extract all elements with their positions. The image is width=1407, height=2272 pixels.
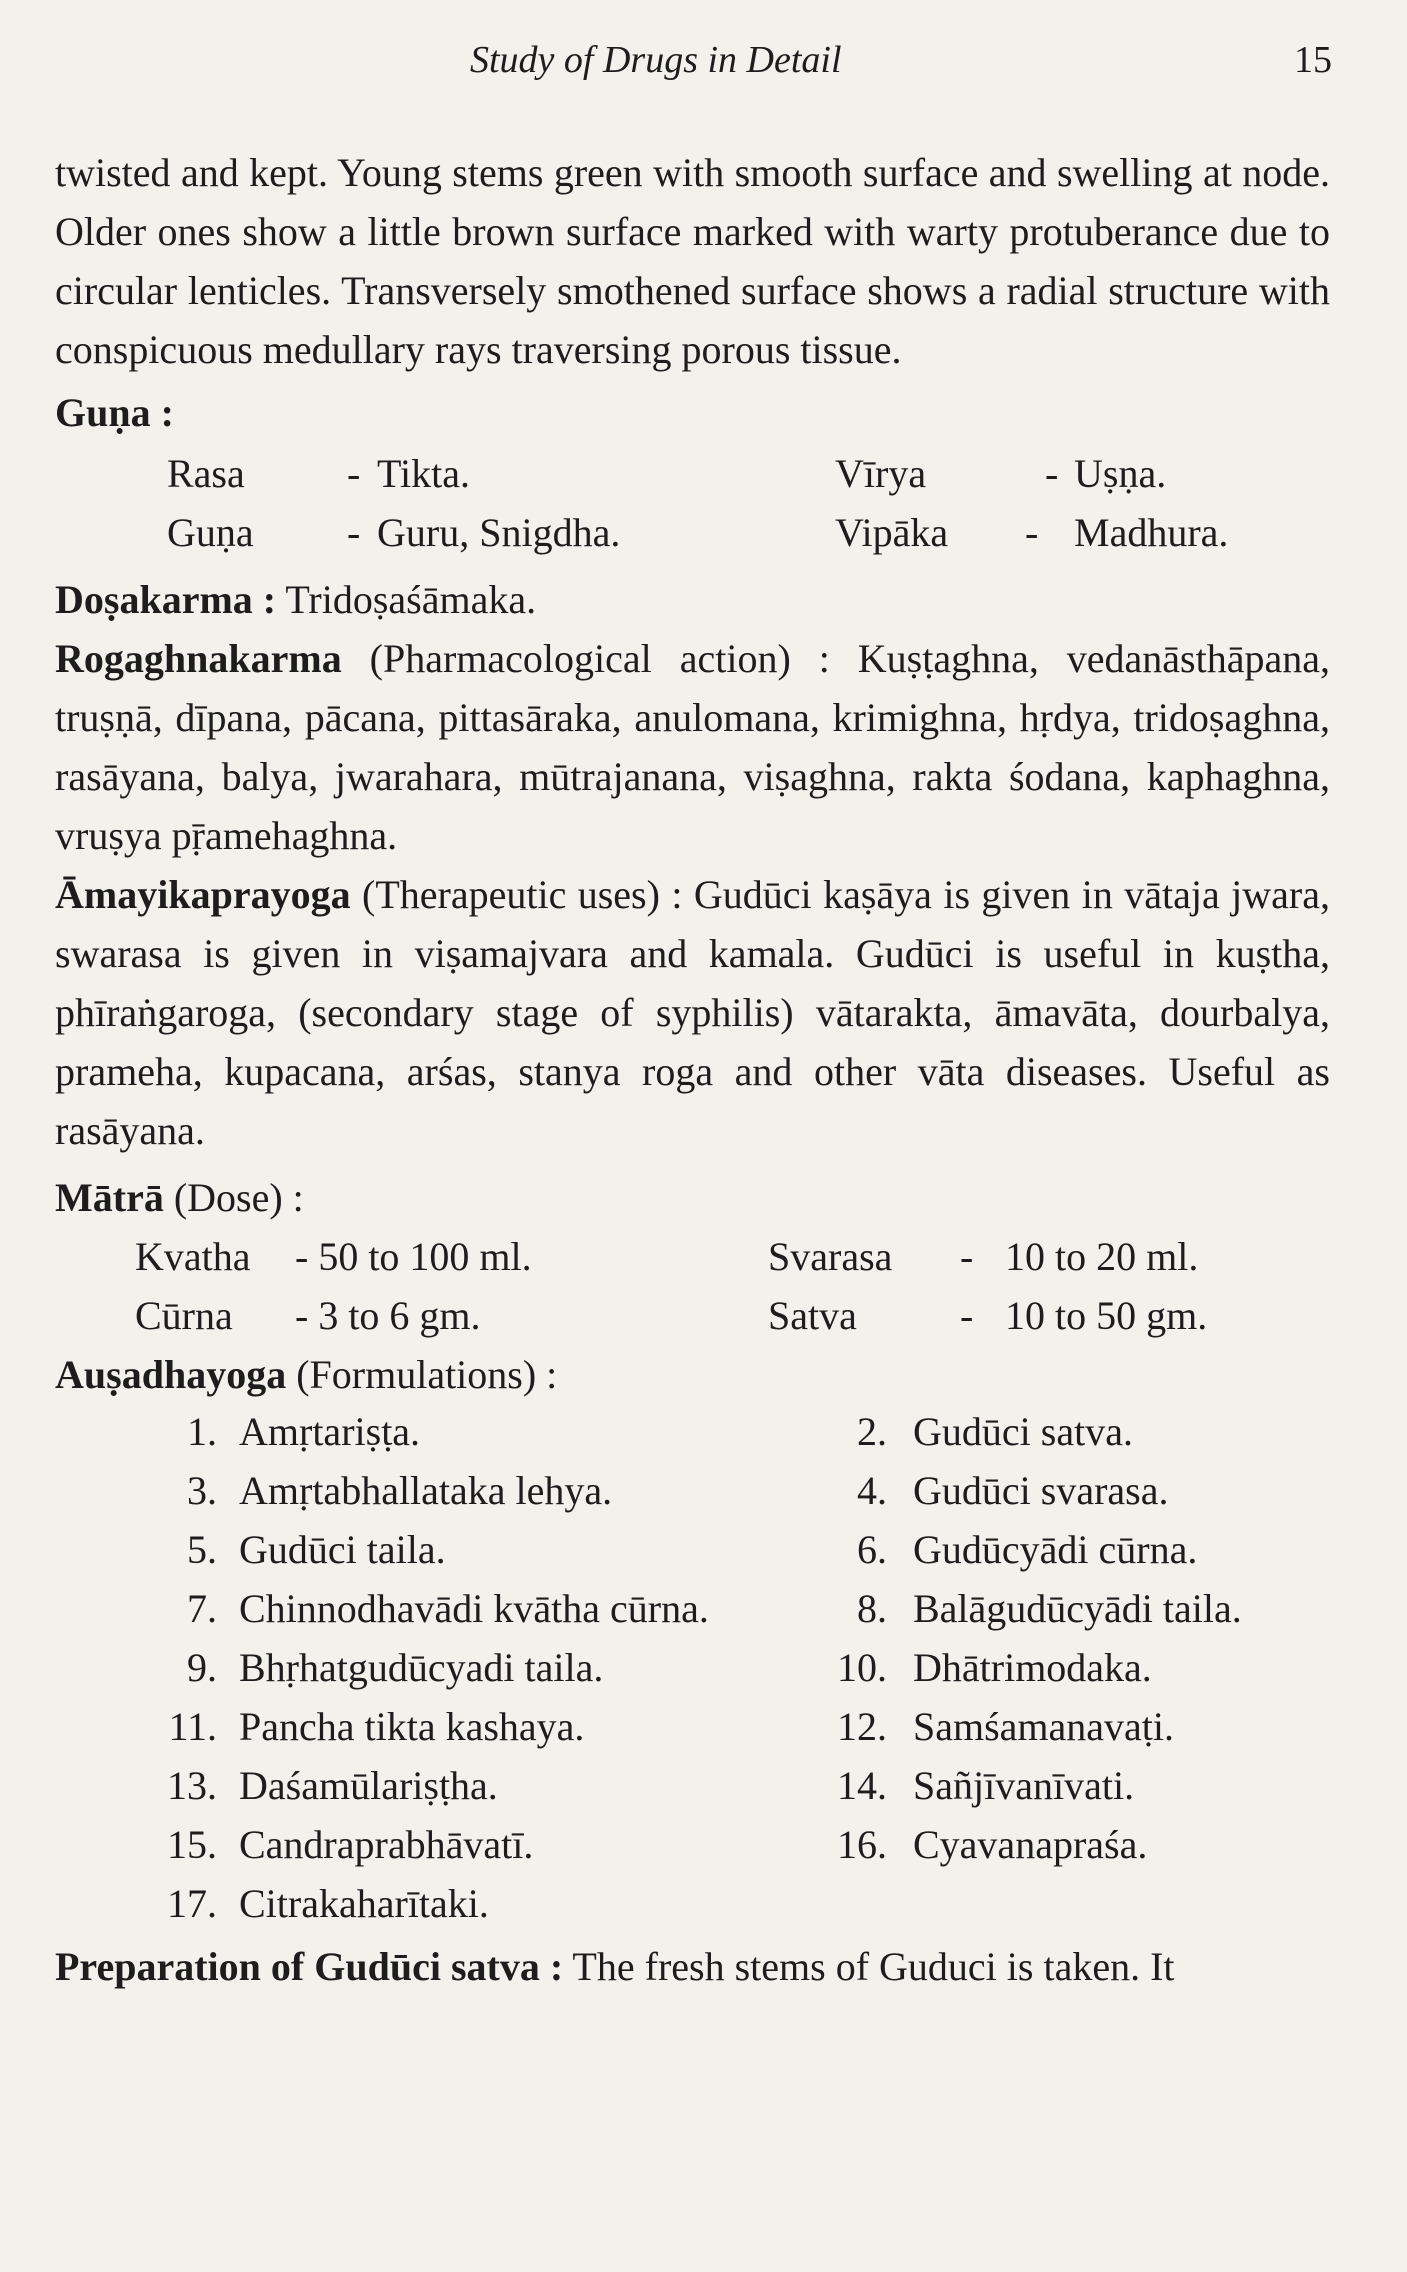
formulation-number: 1. xyxy=(187,1409,217,1454)
guna-value: Tikta. xyxy=(377,451,471,496)
formulation-number: 9. xyxy=(187,1645,217,1690)
matra-dash: - xyxy=(960,1234,974,1279)
formulation-number: 14. xyxy=(837,1763,887,1808)
intro-paragraph: twisted and kept. Young stems green with smooth surface and swelling at node. Older ones show a little brown surface marked with warty protuberance due to circular lenticles. Transversely smothened surface shows a radial structure with conspicuous medullary rays traversing porous tissue. xyxy=(55,150,1330,372)
formulation-name: Gudūci taila. xyxy=(239,1527,446,1572)
preparation-line xyxy=(55,1937,1330,1996)
matra-key: Satva xyxy=(768,1293,857,1338)
formulation-name: Citrakaharītaki. xyxy=(239,1881,489,1926)
page-header xyxy=(55,38,1330,88)
matra-value: - 50 to 100 ml. xyxy=(295,1234,532,1279)
guna-value: Madhura. xyxy=(1074,510,1229,555)
book-page xyxy=(55,0,1330,2272)
formulation-number: 3. xyxy=(187,1468,217,1513)
rogaghnakarma-text: (Pharmacological action) : Kuṣṭaghna, vedanāsthāpana, truṣṇā, dīpana, pācana, pittasāraka, anulomana, krimighna, hṛdya, tridoṣaghna, rasāyana, balya, jwarahara, mūtrajanana, viṣaghna, rakta śodana, kaphaghna, vruṣya pṝamehaghna. xyxy=(55,636,1330,858)
amayikaprayoga-text: (Therapeutic uses) : Gudūci kaṣāya is given in vātaja jwara, swarasa is given in viṣamajvara and kamala. Gudūci is useful in kuṣtha, phīraṅgaroga, (secondary stage of syphilis) vātarakta, āmavāta, dourbalya, prameha, kupacana, arśas, stanya roga and other vāta diseases. Useful as rasāyana. xyxy=(55,872,1330,1153)
formulation-number: 4. xyxy=(857,1468,887,1513)
matra-key: Cūrna xyxy=(135,1293,233,1338)
matra-key: Kvatha xyxy=(135,1234,251,1279)
guna-dash: - xyxy=(347,451,361,496)
guna-heading: Guṇa : xyxy=(55,390,174,435)
guna-table xyxy=(55,444,1330,562)
formulation-number: 11. xyxy=(168,1704,217,1749)
formulation-row xyxy=(55,1520,1330,1579)
running-title: Study of Drugs in Detail xyxy=(470,39,842,81)
dosakarma-text: Tridoṣaśāmaka. xyxy=(276,577,537,622)
formulation-name: Candraprabhāvatī. xyxy=(239,1822,534,1867)
formulation-row xyxy=(55,1638,1330,1697)
matra-row xyxy=(55,1227,1330,1286)
formulation-number: 15. xyxy=(167,1822,217,1867)
amayikaprayoga-label: Āmayikaprayoga xyxy=(55,872,351,917)
formulation-number: 13. xyxy=(167,1763,217,1808)
matra-value: 10 to 50 gm. xyxy=(1005,1293,1208,1338)
formulation-row xyxy=(55,1579,1330,1638)
rogaghnakarma-paragraph xyxy=(55,629,1330,865)
matra-table xyxy=(55,1227,1330,1345)
formulation-name: Dhātrimodaka. xyxy=(913,1645,1152,1690)
matra-value: - 3 to 6 gm. xyxy=(295,1293,481,1338)
guna-value: Uṣṇa. xyxy=(1074,451,1167,496)
formulation-name: Balāgudūcyādi taila. xyxy=(913,1586,1242,1631)
matra-value: 10 to 20 ml. xyxy=(1005,1234,1199,1279)
formulation-name: Samśamanavaṭi. xyxy=(913,1704,1175,1749)
dosakarma-label: Doṣakarma : xyxy=(55,577,277,622)
formulation-name: Chinnodhavādi kvātha cūrna. xyxy=(239,1586,709,1631)
matra-suffix: (Dose) : xyxy=(163,1175,304,1220)
guna-row xyxy=(55,503,1330,562)
formulation-row xyxy=(55,1402,1330,1461)
formulation-name: Gudūci satva. xyxy=(913,1409,1133,1454)
formulation-number: 5. xyxy=(187,1527,217,1572)
formulation-row xyxy=(55,1815,1330,1874)
matra-dash: - xyxy=(960,1293,974,1338)
formulation-number: 17. xyxy=(167,1881,217,1926)
formulation-number: 6. xyxy=(857,1527,887,1572)
formulation-number: 7. xyxy=(187,1586,217,1631)
formulation-number: 16. xyxy=(837,1822,887,1867)
formulation-name: Gudūci svarasa. xyxy=(913,1468,1169,1513)
formulation-name: Amṛtabhallataka lehya. xyxy=(239,1468,613,1513)
rogaghnakarma-label: Rogaghnakarma xyxy=(55,636,342,681)
formulation-name: Gudūcyādi cūrna. xyxy=(913,1527,1198,1572)
formulations-list xyxy=(55,1402,1330,1933)
guna-dash: - xyxy=(1025,510,1039,555)
formulation-row xyxy=(55,1697,1330,1756)
formulation-number: 12. xyxy=(837,1704,887,1749)
formulation-name: Daśamūlariṣṭha. xyxy=(239,1763,498,1808)
guna-key: Vīrya xyxy=(835,451,927,496)
guna-key: Rasa xyxy=(167,451,245,496)
amayikaprayoga-paragraph xyxy=(55,865,1330,1160)
guna-value: Guru, Snigdha. xyxy=(377,510,621,555)
guna-dash: - xyxy=(1045,451,1059,496)
formulation-name: Cyavanapraśa. xyxy=(913,1822,1148,1867)
formulation-number: 8. xyxy=(857,1586,887,1631)
dosakarma-line xyxy=(55,570,1330,629)
formulation-name: Sañjīvanīvati. xyxy=(913,1763,1135,1808)
ausadhayoga-label: Auṣadhayoga xyxy=(55,1352,287,1397)
formulation-number: 10. xyxy=(837,1645,887,1690)
matra-key: Svarasa xyxy=(768,1234,893,1279)
matra-row xyxy=(55,1286,1330,1345)
guna-dash: - xyxy=(347,510,361,555)
guna-row xyxy=(55,444,1330,503)
formulation-row xyxy=(55,1461,1330,1520)
preparation-text: The fresh stems of Guduci is taken. It xyxy=(563,1944,1175,1989)
formulation-name: Pancha tikta kashaya. xyxy=(239,1704,585,1749)
matra-label: Mātrā xyxy=(55,1175,164,1220)
guna-key: Vipāka xyxy=(835,510,949,555)
preparation-label: Preparation of Gudūci satva : xyxy=(55,1944,564,1989)
formulation-row xyxy=(55,1756,1330,1815)
formulation-name: Amṛtariṣṭa. xyxy=(239,1409,421,1454)
matra-heading xyxy=(55,1168,1330,1227)
ausadhayoga-heading xyxy=(55,1345,1330,1404)
guna-key: Guṇa xyxy=(167,510,254,555)
formulation-number: 2. xyxy=(857,1409,887,1454)
page-body xyxy=(55,143,1330,1996)
ausadhayoga-suffix: (Formulations) : xyxy=(286,1352,558,1397)
formulation-row xyxy=(55,1874,1330,1933)
page-number: 15 xyxy=(1294,39,1332,81)
formulation-name: Bhṛhatgudūcyadi taila. xyxy=(239,1645,604,1690)
